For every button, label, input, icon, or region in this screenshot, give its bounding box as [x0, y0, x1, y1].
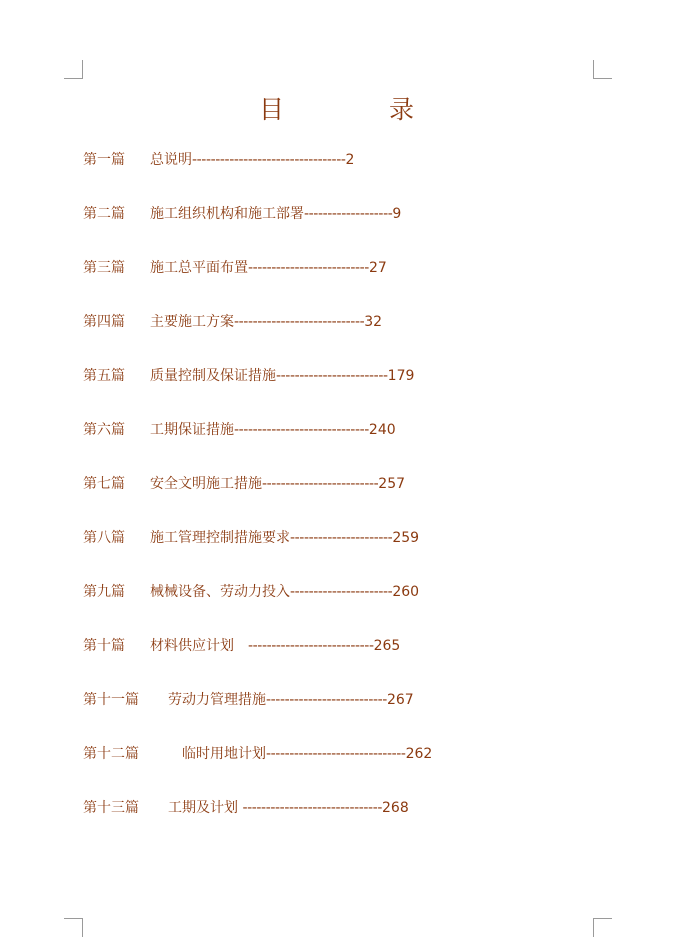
toc-section-name: 施工组织机构和施工部署	[150, 206, 304, 222]
toc-section-name: 械械设备、劳动力投入	[150, 584, 290, 600]
toc-entry	[83, 690, 414, 710]
toc-section-name: 施工管理控制措施要求	[150, 530, 290, 546]
toc-entry	[83, 528, 419, 548]
page-title: 目 录	[258, 95, 454, 124]
toc-chapter: 第一篇	[83, 152, 125, 168]
toc-entry	[83, 312, 382, 332]
toc-section-name: 施工总平面布置	[150, 260, 248, 276]
toc-leader: ------------------------	[276, 368, 388, 384]
toc-chapter: 第三篇	[83, 260, 125, 276]
toc-chapter: 第十篇	[83, 638, 125, 654]
toc-chapter: 第十二篇	[83, 746, 139, 762]
toc-page-number: 265	[373, 638, 401, 654]
toc-chapter: 第四篇	[83, 314, 125, 330]
toc-chapter: 第五篇	[83, 368, 125, 384]
toc-entry	[83, 744, 432, 764]
toc-page-number: 32	[364, 314, 383, 330]
toc-leader: ----------------------	[290, 584, 393, 600]
toc-leader: ----------------------	[290, 530, 393, 546]
toc-entry	[83, 150, 354, 170]
toc-chapter: 第十一篇	[83, 692, 139, 708]
crop-mark-top-right	[593, 60, 612, 79]
toc-entry	[83, 258, 387, 278]
toc-entry	[83, 798, 409, 818]
toc-chapter: 第七篇	[83, 476, 125, 492]
toc-page-number: 179	[387, 368, 415, 384]
toc-leader: ------------------------------	[266, 746, 406, 762]
crop-mark-bottom-left	[64, 918, 83, 937]
toc-leader: ----------------------------	[234, 314, 365, 330]
toc-chapter: 第九篇	[83, 584, 125, 600]
toc-leader: -----------------------------	[234, 422, 369, 438]
toc-chapter: 第二篇	[83, 206, 125, 222]
toc-page-number: 268	[382, 800, 409, 816]
toc-page-number: 9	[392, 206, 402, 222]
toc-leader: --------------------------	[248, 260, 369, 276]
toc-page-number: 257	[378, 476, 406, 492]
toc-leader: -------------------------	[262, 476, 379, 492]
toc-page-number: 262	[405, 746, 433, 762]
toc-leader: ---------------------------------	[192, 152, 346, 168]
toc-section-name: 工期保证措施	[150, 422, 234, 438]
toc-chapter: 第十三篇	[83, 800, 139, 816]
toc-section-name: 临时用地计划	[168, 746, 266, 762]
toc-page-number: 240	[368, 422, 396, 438]
toc-entry	[83, 366, 414, 386]
toc-section-name: 材料供应计划	[150, 638, 248, 654]
toc-page-number: 27	[368, 260, 387, 276]
toc-page-number: 2	[345, 152, 355, 168]
toc-section-name: 总说明	[150, 152, 192, 168]
toc-entry	[83, 636, 400, 656]
toc-section-name: 主要施工方案	[150, 314, 234, 330]
toc-entry	[83, 204, 401, 224]
toc-section-name: 质量控制及保证措施	[150, 368, 276, 384]
toc-page-number: 259	[392, 530, 420, 546]
crop-mark-bottom-right	[593, 918, 612, 937]
toc-leader: ---------------------------	[248, 638, 374, 654]
toc-leader: -------------------	[304, 206, 393, 222]
toc-section-name: 安全文明施工措施	[150, 476, 262, 492]
toc-entry	[83, 420, 396, 440]
toc-entry	[83, 474, 405, 494]
toc-entry	[83, 582, 419, 602]
toc-page-number: 260	[392, 584, 420, 600]
crop-mark-top-left	[64, 60, 83, 79]
toc-chapter: 第六篇	[83, 422, 125, 438]
toc-section-name: 劳动力管理措施	[168, 692, 266, 708]
toc-leader: ------------------------------	[242, 800, 383, 816]
toc-chapter: 第八篇	[83, 530, 125, 546]
toc-page-number: 267	[386, 692, 414, 708]
toc-section-name: 工期及计划	[168, 800, 243, 816]
toc-leader: --------------------------	[266, 692, 387, 708]
